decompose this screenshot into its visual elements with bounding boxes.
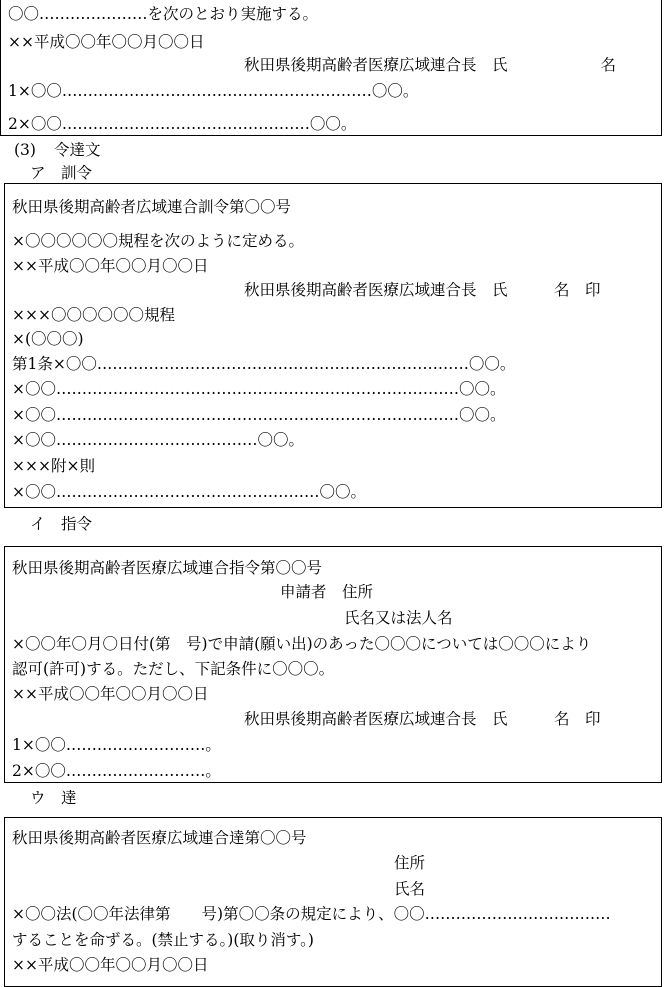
kunrei-line: ×(〇〇〇) [12,330,84,348]
kunrei-line: ×〇〇〇〇〇〇規程を次のように定める。 [12,232,304,250]
kunrei-number: 秋田県後期高齢者広域連合訓令第〇〇号 [12,198,292,216]
shirei-body: ×〇〇年〇月〇日付(第 号)で申請(願い出)のあった〇〇〇については〇〇〇により [12,635,592,653]
shirei-applicant: 申請者 住所 [280,583,374,601]
notice-signature: 秋田県後期高齢者医療広域連合長 氏 名 [244,56,617,74]
kunrei-article: 第1条×〇〇………………………………………………………………〇〇。 [12,355,516,373]
tatsu-address: 住所 [394,854,426,872]
section-title: 令達文 [54,141,101,159]
kunrei-signature: 秋田県後期高齢者医療広域連合長 氏 名 印 [244,281,601,299]
kunrei-article: ×〇〇…………………………………〇〇。 [12,431,304,449]
subsection-shirei: イ 指令 [30,515,93,533]
shirei-number: 秋田県後期高齢者医療広域連合指令第〇〇号 [12,559,323,577]
tatsu-body: することを命ずる。(禁止する。)(取り消す。) [12,931,314,949]
subsection-tatsu: ウ 達 [30,789,77,807]
notice-line: 〇〇…………………を次のとおり実施する。 [8,5,319,23]
shirei-item: 1×〇〇………………………。 [12,736,221,754]
shirei-item: 2×〇〇………………………。 [12,762,221,780]
tatsu-number: 秋田県後期高齢者医療広域連合達第〇〇号 [12,829,307,847]
shirei-date: ××平成〇〇年〇〇月〇〇日 [12,685,209,703]
notice-item: 2×〇〇…………………………………………〇〇。 [8,115,357,133]
kunrei-date: ××平成〇〇年〇〇月〇〇日 [12,257,209,275]
kunrei-line: ×××〇〇〇〇〇〇規程 [12,306,175,324]
notice-item: 1×〇〇……………………………………………………〇〇。 [8,82,419,100]
shirei-signature: 秋田県後期高齢者医療広域連合長 氏 名 印 [244,710,601,728]
subsection-kunrei: ア 訓令 [30,164,93,182]
tatsu-body: ×〇〇法(〇〇年法律第 号)第〇〇条の規定により、〇〇……………………………… [12,905,611,923]
kunrei-line: ×××附×則 [12,457,95,475]
kunrei-article: ×〇〇……………………………………………………………………〇〇。 [12,406,506,424]
kunrei-article: ×〇〇……………………………………………〇〇。 [12,483,366,501]
tatsu-name: 氏名 [394,880,426,898]
shirei-name: 氏名又は法人名 [344,609,453,627]
kunrei-article: ×〇〇……………………………………………………………………〇〇。 [12,380,506,398]
tatsu-date: ××平成〇〇年〇〇月〇〇日 [12,956,209,974]
section-number: (3) [14,141,36,159]
notice-date: ××平成〇〇年〇〇月〇〇日 [8,33,205,51]
shirei-body: 認可(許可)する。ただし、下記条件に〇〇〇。 [12,660,335,678]
